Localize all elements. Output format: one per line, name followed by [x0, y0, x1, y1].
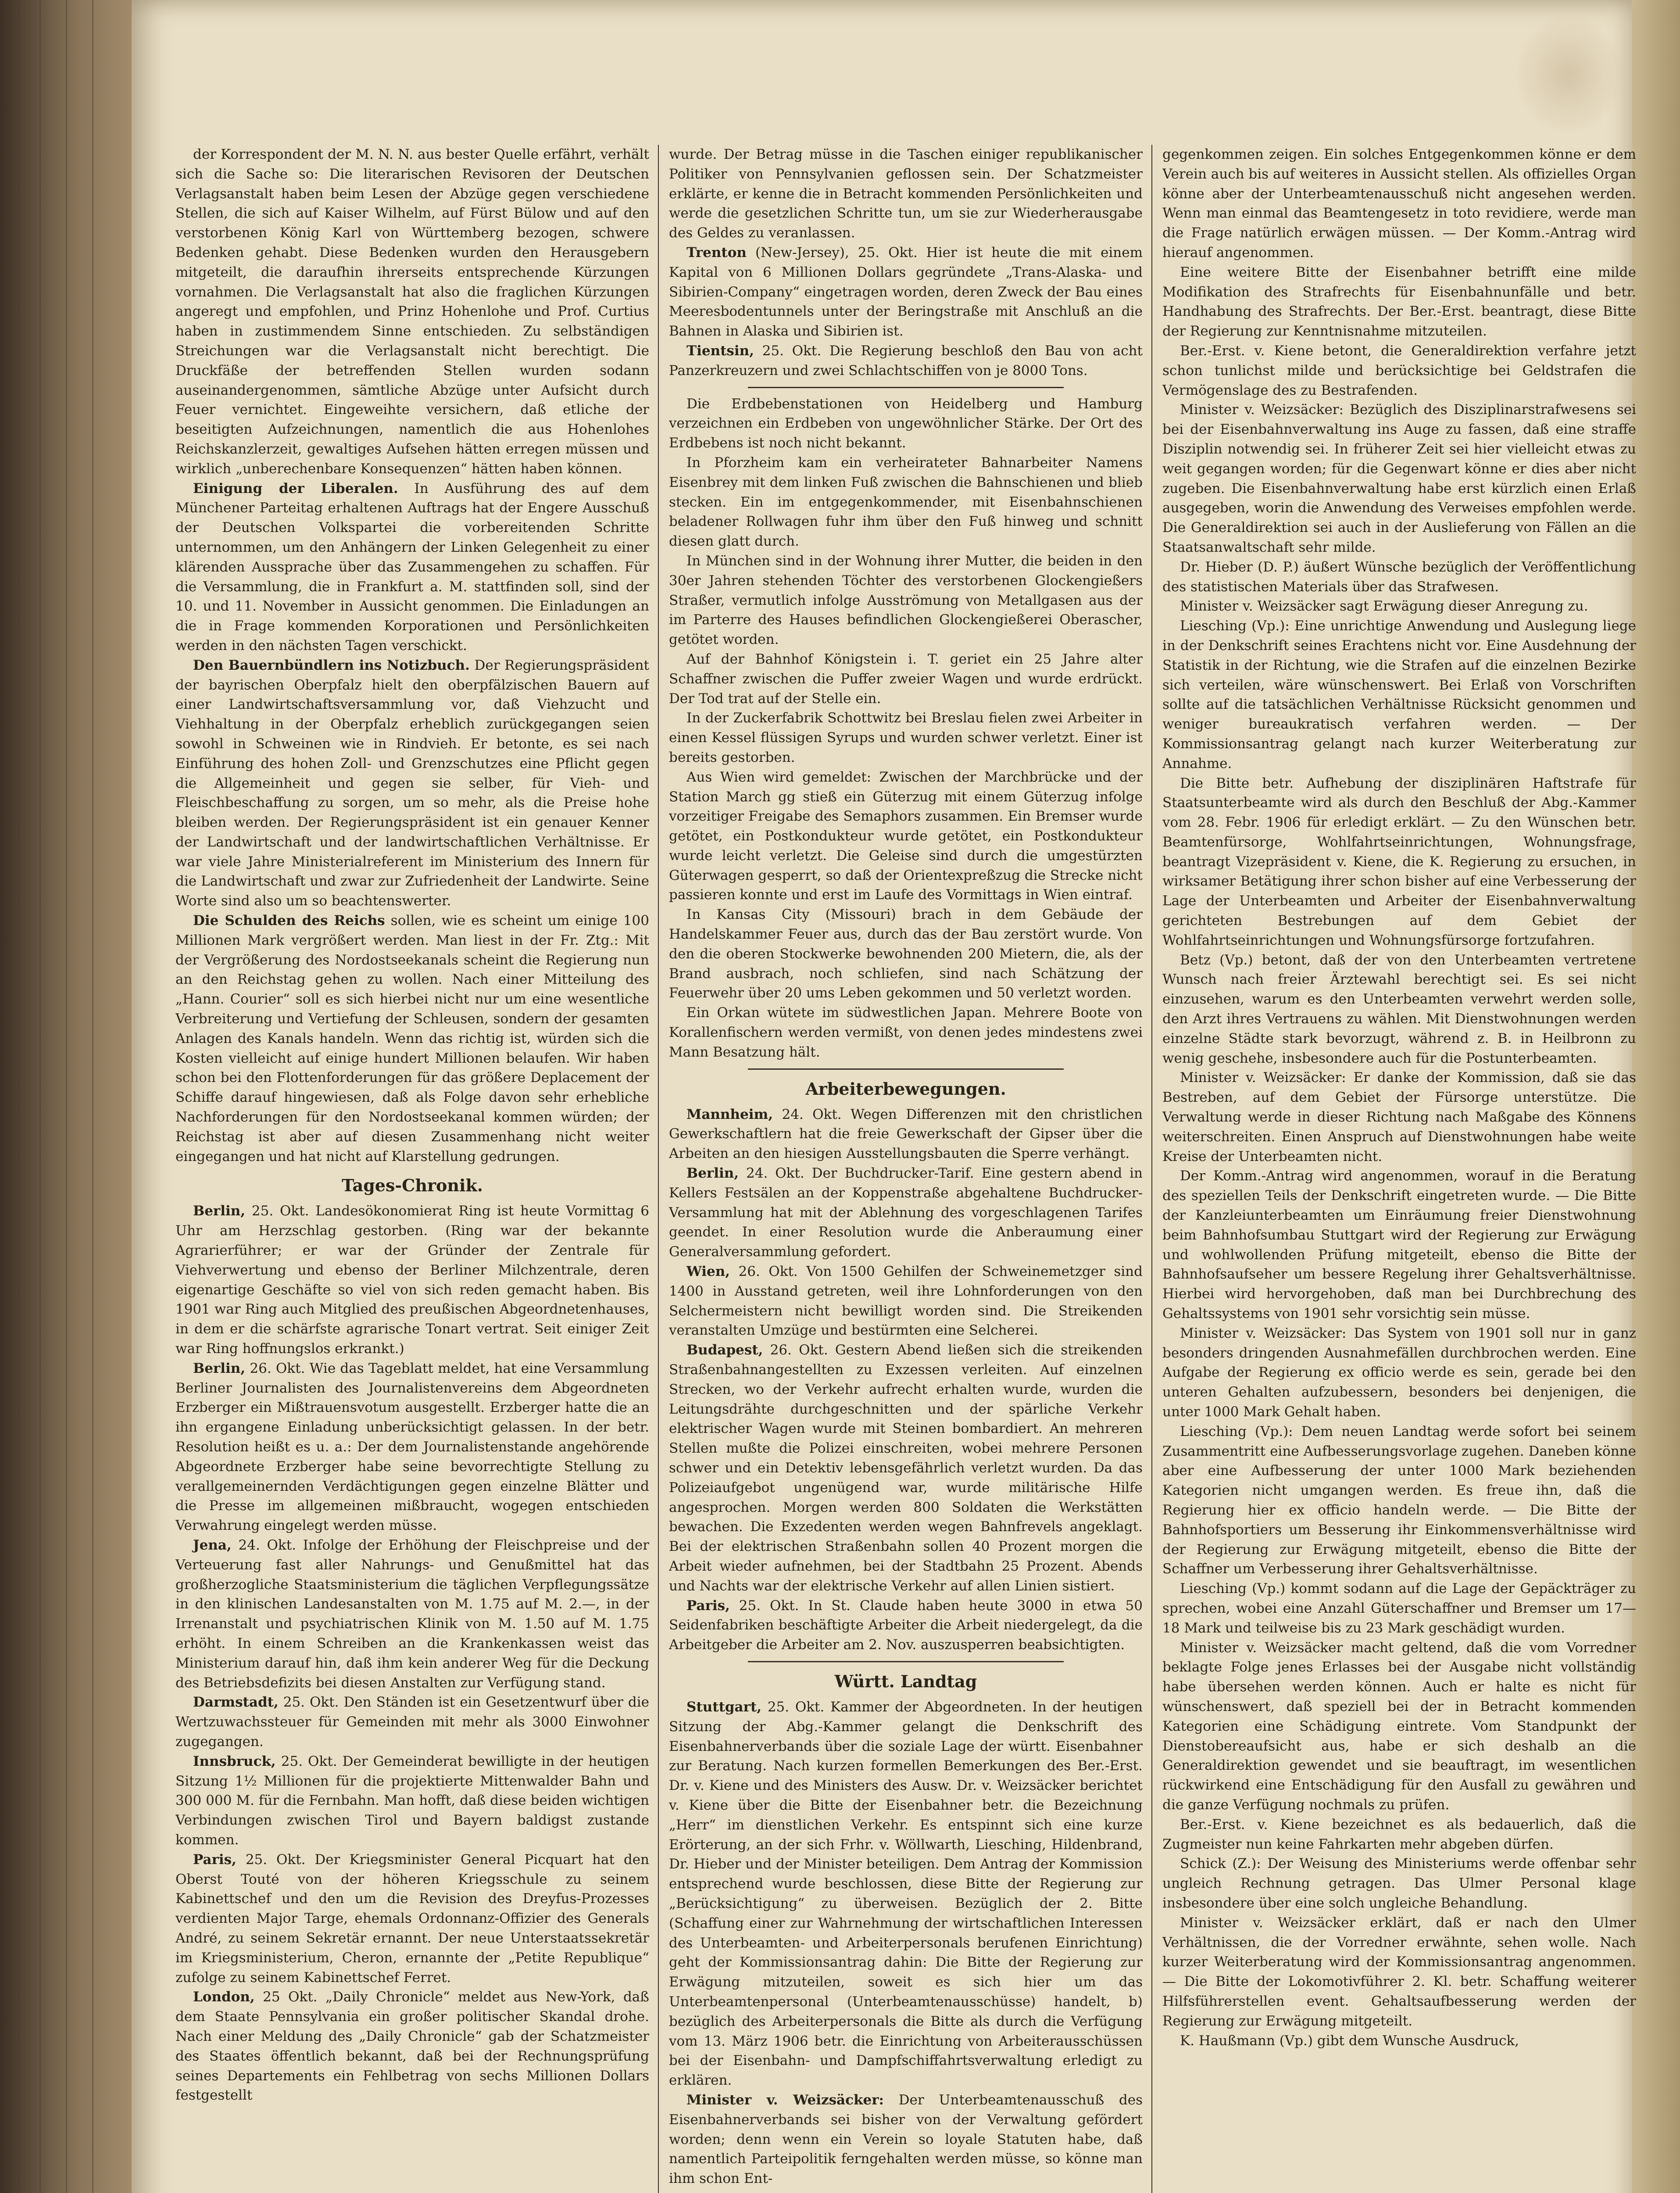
article-text: 24. Okt. Wegen Differenzen mit den christlichen Gewerkschaftlern hat die freie Gewerkschaft der Gipser über die Arbeiten an den hiesigen Ausstellungsbauten die Sperre verhängt.	[669, 1106, 1143, 1162]
article-text: Die Erdbebenstationen von Heidelberg und Hamburg verzeichnen ein Erdbeben von ungewöhnlicher Stärke. Der Ort des Erdbebens ist noch nicht bekannt.	[669, 396, 1143, 451]
article-paragraph	[175, 1693, 649, 1751]
article-text: Dr. Hieber (D. P.) äußert Wünsche bezüglich der Veröffentlichung des statistischen Materials über das Strafwesen.	[1162, 559, 1636, 595]
article-lead: Berlin,	[193, 1360, 246, 1376]
section-divider	[748, 1068, 1064, 1070]
article-lead: Berlin,	[686, 1165, 739, 1182]
article-text: 24. Okt. Infolge der Erhöhung der Fleischpreise und der Verteuerung fast aller Nahrungs- und Genußmittel hat das großherzogliche Staatsministerium die täglichen Verpflegungssätze in den klinischen Landesanstalten von M. 1.75 auf M. 2.—, in der Irrenanstalt und psychiatrischen Klinik von M. 1.50 auf M. 1.75 erhöht. In einem Schreiben an die Krankenkassen weist das Ministerium darauf hin, daß ihm kein anderer Weg für die Deckung des Betriebsdefizits bei diesen Anstalten zur Verfügung stand.	[175, 1537, 649, 1691]
article-text: 25 Okt. „Daily Chronicle“ meldet aus New-York, daß dem Staate Pennsylvania ein großer politischer Skandal drohe. Nach einer Meldung des „Daily Chronicle“ gab der Schatzmeister des Staates öffentlich bekannt, daß bei der Rechnungsprüfung seines Departements ein Fehlbetrag von sechs Millionen Dollars festgestellt	[175, 1989, 649, 2104]
article-text: K. Haußmann (Vp.) gibt dem Wunsche Ausdruck,	[1180, 2032, 1519, 2049]
article-text: gegenkommen zeigen. Ein solches Entgegenkommen könne er dem Verein auch bis auf weiteres in Aussicht stellen. Als offizielles Organ könne aber der Unterbeamtenausschuß nicht angesehen werden. Wenn man einmal das Beamtengesetz in toto revidiere, werde man die Frage natürlich erwägen müssen. — Der Komm.-Antrag wird hierauf angenommen.	[1162, 146, 1636, 261]
article-text: Schick (Z.): Der Weisung des Ministeriums werde offenbar sehr ungleich Rechnung getragen. Das Ulmer Personal klage insbesondere über eine solch ungleiche Behandlung.	[1162, 1856, 1636, 1911]
article-text: 26. Okt. Gestern Abend ließen sich die streikenden Straßenbahnangestellten zu Exzessen verleiten. Auf einzelnen Strecken, wo der Verkehr aufrecht erhalten wurde, wurden die Leitungsdrähte durchgeschnitten und der spärliche Verkehr elektrischer Wagen wurde mit Steinen bombardiert. An mehreren Stellen mußte die Polizei einschreiten, wobei mehrere Personen schwer und ein Detektiv lebensgefährlich verletzt wurden. Da das Polizeiaufgebot ungenügend war, wurde militärische Hilfe angesprochen. Morgen werden 800 Soldaten die Werkstätten bewachen. Die Exzedenten werden wegen Bahnfrevels angeklagt. Bei der elektrischen Straßenbahn sollen 40 Prozent morgen die Arbeit wieder aufnehmen, bei der Stadtbahn 25 Prozent. Abends und Nachts war der elektrische Verkehr auf allen Linien sistiert.	[669, 1342, 1143, 1594]
article-paragraph	[669, 1340, 1143, 1596]
book-binding	[0, 0, 132, 2193]
section-heading: Württ. Landtag	[834, 1671, 977, 1691]
article-text: Der Unterbeamtenausschuß des Eisenbahnerverbands sei bisher von der Verwaltung gefördert worden; denn wenn ein Verein so loyale Statuten habe, daß namentlich Parteipolitik ferngehalten werden müsse, so könne man ihm schon Ent-	[669, 2092, 1143, 2187]
article-paragraph	[1162, 341, 1636, 400]
article-text: Minister v. Weizsäcker: Das System von 1901 soll nur in ganz besonders dringenden Ausnahmefällen durchbrochen werden. Eine Aufgabe der Regierung ex officio werde es sein, gerade bei den unteren Gehalten aufzubessern, besonders bei denjenigen, die unter 1000 Mark Gehalt haben.	[1162, 1325, 1636, 1420]
article-text: 26. Okt. Wie das Tageblatt meldet, hat eine Versammlung Berliner Journalisten des Journalistenvereins dem Abgeordneten Erzberger ein Mißtrauensvotum ausgestellt. Erzberger hatte die an ihn ergangene Einladung unberücksichtigt gelassen. In der betr. Resolution heißt es u. a.: Der dem Journalistenstande angehörende Abgeordnete Erzberger habe seine bevorrechtigte Stellung zu verallgemeinernden Verdächtigungen gegen einzelne Blätter und die Presse im allgemeinen mißbraucht, wogegen entschieden Verwahrung eingelegt werden müsse.	[175, 1360, 649, 1534]
section-divider	[748, 387, 1064, 388]
article-lead: Paris,	[686, 1597, 730, 1614]
article-paragraph	[1162, 596, 1636, 616]
article-text: Betz (Vp.) betont, daß der von den Unterbeamten vertretene Wunsch nach freier Ärztewahl berechtigt sei. Es sei nicht einzusehen, warum es den Unterbeamten verwehrt werden solle, den Arzt ihres Vertrauens zu wählen. Mit Dienstwohnungen werden einzelne Städte stark bevorzugt, während z. B. in Heilbronn zu wenig geschehe, insbesondere auch für die Postunterbeamten.	[1162, 952, 1636, 1066]
article-text: (New-Jersey), 25. Okt. Hier ist heute die mit einem Kapital von 6 Millionen Dollars gegründete „Trans-Alaska- und Sibirien-Company“ eingetragen worden, deren Zweck der Bau eines Meeresbodentunnels unter der Beringstraße mit Anschluß an die Bahnen in Alaska und Sibirien ist.	[669, 244, 1143, 339]
article-paragraph	[1162, 1638, 1636, 1815]
column-left	[175, 145, 649, 2193]
article-paragraph	[175, 1201, 649, 1358]
article-text: Aus Wien wird gemeldet: Zwischen der Marchbrücke und der Station March gg stieß ein Güterzug mit einem Güterzug infolge vorzeitiger Freigabe des Semaphors zusammen. Ein Bremser wurde getötet, ein Postkondukteur wurde getötet, ein Postkondukteur wurde leicht verletzt. Die Geleise sind durch die umgestürzten Güterwagen gesperrt, so daß der Orientexpreßzug die Strecke nicht passieren konnte und erst im Laufe des Vormittags in Wien eintraf.	[669, 769, 1143, 903]
column-rule	[658, 145, 659, 2193]
article-paragraph	[1162, 263, 1636, 341]
article-paragraph	[1162, 1166, 1636, 1323]
article-lead: Mannheim,	[686, 1106, 773, 1122]
article-paragraph	[175, 1536, 649, 1693]
article-paragraph	[1162, 1854, 1636, 1913]
article-text: 26. Okt. Von 1500 Gehilfen der Schweinemetzger sind 1400 in Ausstand getreten, weil ihre Lohnforderungen von den Selchermeistern nicht bewilligt worden sind. Die Streikenden veranstalten Umzüge und bestürmten eine Selcherei.	[669, 1264, 1143, 1339]
article-lead: Paris,	[193, 1851, 236, 1868]
article-paragraph	[669, 1697, 1143, 2090]
article-lead: Budapest,	[686, 1342, 763, 1358]
article-text: Der Regierungspräsident der bayrischen Oberpfalz hielt den oberpfälzischen Bauern auf einer Landwirtschaftsversammlung vor, daß Viehzucht und Viehhaltung in der Oberpfalz erheblich zurückgegangen seien sowohl in Schweinen wie in Rindvieh. Er betonte, es sei nach Einführung des hohen Zoll- und Grenzschutzes eine Pflicht gegen die Allgemeinheit und gegen sie selber, für Vieh- und Fleischbeschaffung zu sorgen, um so mehr, als die Preise hohe bleiben werden. Der Regierungspräsident ist ein genauer Kenner der Landwirtschaft und der landwirtschaftlichen Verhältnisse. Er war viele Jahre Ministerialreferent im Ministerium des Innern für die Landwirtschaft und zwar zur Zufriedenheit der Landwirte. Seine Worte sind also um so beachtenswerter.	[175, 657, 649, 909]
article-text: 24. Okt. Der Buchdrucker-Tarif. Eine gestern abend in Kellers Festsälen an der Koppenstraße abgehaltene Buchdrucker-Versammlung hat mit der Ablehnung des vorgeschlagenen Tarifes geendet. In einer Resolution wurde die Anberaumung einer Generalversammlung gefordert.	[669, 1165, 1143, 1260]
article-paragraph	[1162, 1913, 1636, 2031]
article-text: Liesching (Vp.): Eine unrichtige Anwendung und Auslegung liege in der Denkschrift seines Erachtens nicht vor. Eine Ausdehnung der Statistik in der Richtung, wie die Strafen auf die einzelnen Bezirke sich verteilen, wäre wünschenswert. Bei Erlaß von Vorschriften sollte auf die tatsächlichen Verhältnisse Rücksicht genommen und weniger bureaukratisch verfahren werden. — Der Kommissionsantrag gelangt nach kurzer Weiterberatung zur Annahme.	[1162, 618, 1636, 771]
article-text: 25. Okt. Der Kriegsminister General Picquart hat den Oberst Touté von der höheren Kriegsschule zu seinem Kabinettschef und den um die Revision des Dreyfus-Prozesses verdienten Major Targe, ehemals Ordonnanz-Offizier des Generals André, zu seinem Sekretär ernannt. Der neue Unterstaatssekretär im Kriegsministerium, Cheron, ernannte der „Petite Republique“ zufolge zu seinem Kabinettschef Ferret.	[175, 1851, 649, 1986]
article-paragraph	[669, 243, 1143, 341]
article-text: wurde. Der Betrag müsse in die Taschen einiger republikanischer Politiker von Pennsylvanien geflossen sein. Der Schatzmeister erklärte, er kenne die in Betracht kommenden Persönlichkeiten und werde die gesetzlichen Schritte tun, um sie zur Wiederherausgabe des Geldes zu veranlassen.	[669, 146, 1143, 241]
article-paragraph	[1162, 145, 1636, 263]
article-text: der Korrespondent der M. N. N. aus bester Quelle erfährt, verhält sich die Sache so: Die literarischen Revisoren der Deutschen Verlagsanstalt haben beim Lesen der Abzüge gegen verschiedene Stellen, die sich auf Kaiser Wilhelm, auf Fürst Bülow und auf den verstorbenen König Karl von Württemberg bezogen, schwere Bedenken gehabt. Diese Bedenken wurden den Herausgebern mitgeteilt, die daraufhin ihrerseits entsprechende Kürzungen vornahmen. Die Verlagsanstalt hat also die fraglichen Kürzungen angeregt und empfohlen, und Prinz Hohenlohe und Prof. Curtius haben in zustimmendem Sinne entschieden. Zu selbständigen Streichungen war die Verlagsanstalt nicht berechtigt. Die Druckfäße der betreffenden Stellen wurden sodann auseinandergenommen, sämtliche Abzüge unter Aufsicht durch Feuer vernichtet. Eingeweihte versichern, daß etliche der beseitigten Aufzeichnungen, namentlich die aus Hohenlohes Reichskanzlerzeit, gewaltiges Aufsehen hätten erregen müssen und wirklich „unberechenbare Konsequenzen“ hätten haben können.	[175, 146, 649, 477]
article-lead: Trenton	[686, 244, 747, 261]
article-text: In Kansas City (Missouri) brach in dem Gebäude der Handelskammer Feuer aus, durch das der Bau zerstört wurde. Von den die oberen Stockwerke bewohnenden 200 Mietern, die, als der Brand ausbrach, noch schliefen, sind nach Schätzung der Feuerwehr über 20 ums Leben gekommen und 50 verletzt worden.	[669, 907, 1143, 1001]
article-text: Auf der Bahnhof Königstein i. T. geriet ein 25 Jahre alter Schaffner zwischen die Puffer zweier Wagen und wurde erdrückt. Der Tod trat auf der Stelle ein.	[669, 651, 1143, 707]
article-paragraph	[669, 650, 1143, 708]
column-rule	[1151, 145, 1152, 2193]
article-text: 25. Okt. Die Regierung beschloß den Bau von acht Panzerkreuzern und zwei Schlachtschiffen von je 8000 Tons.	[669, 343, 1143, 379]
article-text: Minister v. Weizsäcker macht geltend, daß die vom Vorredner beklagte Folge jenes Erlasses bei der Ausgabe nicht vollständig habe übersehen werden können. Auch er halte es nicht für wünschenswert, daß speziell bei der in Betracht kommenden Kategorien eine Schädigung eintrete. Vom Standpunkt der Dienstobereaufsicht aus, habe er sich deshalb an die Generaldirektion gewendet und sie beauftragt, im wesentlichen rückwirkend eine Entschädigung für den Ausfall zu gewähren und die ganze Verfügung nochmals zu prüfen.	[1162, 1639, 1636, 1813]
section-divider	[748, 1661, 1064, 1662]
article-paragraph	[175, 1752, 649, 1850]
article-text: 25. Okt. Den Ständen ist ein Gesetzentwurf über die Wertzuwachssteuer für Gemeinden mit mehr als 3000 Einwohner zugegangen.	[175, 1694, 649, 1750]
article-lead: Darmstadt,	[193, 1694, 279, 1711]
article-paragraph	[1162, 557, 1636, 597]
article-text: 25. Okt. Der Gemeinderat bewilligte in der heutigen Sitzung 1½ Millionen für die projektierte Mittenwalder Bahn und 300 000 M. für die Fernbahn. Man hofft, daß diese beiden wichtigen Verbindungen zwischen Tirol und Bayern baldigst zustande kommen.	[175, 1753, 649, 1848]
article-text: Der Komm.-Antrag wird angenommen, worauf in die Beratung des speziellen Teils der Denkschrift eingetreten wurde. — Die Bitte der Kanzleiunterbeamten um Einräumung freier Dienstwohnung beim Bahnhofsumbau Stuttgart wird der Regierung zur Erwägung und wohlwollenden Prüfung mitgeteilt, ebenso die Bitte der Bahnhofsaufseher um bessere Regelung ihrer Gehaltsverhältnisse. Hierbei wird hervorgehoben, daß man bei Durchbrechung des Gehaltssystems von 1901 sehr vorsichtig sein müsse.	[1162, 1168, 1636, 1322]
article-paragraph	[669, 2090, 1143, 2189]
article-paragraph	[669, 145, 1143, 243]
article-text: Liesching (Vp.): Dem neuen Landtag werde sofort bei seinem Zusammentritt eine Aufbesserungsvorlage zugehen. Daneben könne aber eine Aufbesserung der unter 1000 Mark beziehenden Kategorien nicht umgangen werden. Es freue ihn, daß die Regierung hier ex officio handeln werde. — Die Bitte der Bahnhofsportiers um Besserung ihr Einkommensverhältnisse wird der Regierung zur Erwägung mitgeteilt, ebenso die Bitte der Schaffner um Verbesserung ihrer Gehaltsverhältnisse.	[1162, 1423, 1636, 1577]
section-heading: Tages-Chronik.	[341, 1175, 483, 1196]
article-paragraph	[1162, 774, 1636, 950]
article-paragraph	[1162, 1068, 1636, 1166]
article-paragraph	[1162, 950, 1636, 1068]
article-text: In München sind in der Wohnung ihrer Mutter, die beiden in den 30er Jahren stehenden Töchter des verstorbenen Glockengießers Straßer, vermutlich infolge Ausströmung von Metallgasen aus der im Parterre des Hauses befindlichen Glockengießerei Oberascher, getötet worden.	[669, 553, 1143, 648]
article-text: Minister v. Weizsäcker sagt Erwägung dieser Anregung zu.	[1180, 598, 1588, 614]
article-lead: Minister v. Weizsäcker:	[686, 2092, 884, 2108]
article-paragraph	[669, 1596, 1143, 1655]
article-lead: Stuttgart,	[686, 1699, 762, 1715]
article-paragraph	[669, 1164, 1143, 1262]
article-paragraph	[669, 394, 1143, 453]
article-paragraph	[175, 1850, 649, 1988]
article-paragraph	[669, 1105, 1143, 1164]
article-paragraph	[175, 479, 649, 656]
article-text: 25. Okt. In St. Claude haben heute 3000 in etwa 50 Seidenfabriken beschäftigte Arbeiter die Arbeit niedergelegt, da die Arbeitgeber die Arbeiter am 2. Nov. auszusperren beabsichtigten.	[669, 1597, 1143, 1653]
article-paragraph	[669, 453, 1143, 551]
article-text: Die Bitte betr. Aufhebung der disziplinären Haftstrafe für Staatsunterbeamte wird als durch den Beschluß der Abg.-Kammer vom 28. Febr. 1906 für erledigt erklärt. — Zu den Wünschen betr. Beamtenfürsorge, Wohlfahrtseinrichtungen, Wohnungsfrage, beantragt Vizepräsident v. Kiene, die K. Regierung zu ersuchen, in wirksamer Betätigung ihrer schon bisher auf eine Verbesserung der Lage der Unterbeamten und Arbeiter der Eisenbahnverwaltung gerichteten Bestrebungen auf dem Gebiet der Wohlfahrtseinrichtungen und Wohnungsfürsorge fortzufahren.	[1162, 775, 1636, 948]
section-heading: Arbeiterbewegungen.	[805, 1079, 1006, 1099]
article-paragraph	[669, 708, 1143, 767]
article-paragraph	[669, 341, 1143, 381]
article-paragraph	[1162, 1815, 1636, 1854]
article-paragraph	[669, 905, 1143, 1003]
article-paragraph	[1162, 616, 1636, 773]
article-lead: Jena,	[193, 1537, 232, 1553]
article-lead: Tientsin,	[686, 343, 754, 359]
article-text: In der Zuckerfabrik Schottwitz bei Breslau fielen zwei Arbeiter in einen Kessel flüssigen Syrups und wurden schwer verletzt. Einer ist bereits gestorben.	[669, 710, 1143, 765]
article-lead: Einigung der Liberalen.	[193, 480, 398, 496]
article-text: 25. Okt. Kammer der Abgeordneten. In der heutigen Sitzung der Abg.-Kammer gelangt die Denkschrift des Eisenbahnerverbands über die soziale Lage der württ. Eisenbahner zur Beratung. Nach kurzen formellen Bemerkungen des Ber.-Erst. Dr. v. Kiene und des Ministers des Ausw. Dr. v. Weizsäcker berichtet v. Kiene über die Bitte der Eisenbahner betr. die Bezeichnung „Herr“ im dienstlichen Verkehr. Es entspinnt sich eine kurze Erörterung, an der sich Frhr. v. Wöllwarth, Liesching, Hildenbrand, Dr. Hieber und der Minister beteiligen. Dem Antrag der Kommission entsprechend wurde beschlossen, diese Bitte der Regierung zur „Berücksichtigung“ zu überweisen. Bezüglich der 2. Bitte (Schaffung einer zur Wahrnehmung der wirtschaftlichen Interessen des Unterbeamten- und Arbeiterpersonals berufenen Einrichtung) geht der Kommissionsantrag dahin: Die Bitte der Regierung zur Erwägung mitzuteilen, soweit es sich hier um das Unterbeamtenpersonal (Unterbeamtenausschüsse) handelt, b) bezüglich des Arbeiterpersonals die Bitte als durch die Verfügung vom 13. März 1906 betr. die Einrichtung von Arbeiterausschüssen bei der Eisenbahn- und Dampfschiffahrtsverwaltung erledigt zu erklären.	[669, 1699, 1143, 2089]
article-lead: Den Bauernbündlern ins Notizbuch.	[193, 657, 470, 673]
page-edge	[1632, 0, 1680, 2193]
article-paragraph	[175, 656, 649, 911]
article-paragraph	[669, 1003, 1143, 1062]
article-text: In Ausführung des auf dem Münchener Parteitag erhaltenen Auftrags hat der Engere Ausschuß der Deutschen Volkspartei die vorbereitenden Schritte unternommen, um den Anhängern der Linken Gelegenheit zu einer klärenden Aussprache über das Zusammengehen zu schaffen. Für die Versammlung, die in Frankfurt a. M. stattfinden soll, sind der 10. und 11. November in Aussicht genommen. Die Einladungen an die in Frage kommenden Korporationen und Persönlichkeiten werden in den nächsten Tagen verschickt.	[175, 480, 649, 654]
article-paragraph	[175, 1987, 649, 2105]
article-text: Eine weitere Bitte der Eisenbahner betrifft eine milde Modifikation des Strafrechts für Eisenbahnunfälle und betr. Handhabung des Strafrechts. Der Ber.-Erst. beantragt, diese Bitte der Regierung zur Kenntnisnahme mitzuteilen.	[1162, 264, 1636, 339]
article-lead: Berlin,	[193, 1203, 246, 1219]
article-lead: London,	[193, 1989, 255, 2005]
article-text: Ber.-Erst. v. Kiene betont, die Generaldirektion verfahre jetzt schon tunlichst milde und berücksichtige bei Geldstrafen die Vermögenslage des zu Bestrafenden.	[1162, 343, 1636, 398]
article-text: Ber.-Erst. v. Kiene bezeichnet es als bedauerlich, daß die Zugmeister nun keine Fahrkarten mehr abgeben dürfen.	[1162, 1816, 1636, 1852]
article-text: 25. Okt. Landesökonomierat Ring ist heute Vormittag 6 Uhr am Herzschlag gestorben. (Ring war der bekannte Agrarierführer; er war der Gründer der Zentrale für Viehverwertung und ebenso der Berliner Milchzentrale, deren eigenartige Geschäfte so viel von sich reden gemacht haben. Bis 1901 war Ring auch Mitglied des preußischen Abgeordnetenhauses, in dem er die schärfste agrarische Tonart vertrat. Seit einiger Zeit war Ring hoffnungslos erkrankt.)	[175, 1203, 649, 1357]
article-paragraph	[669, 551, 1143, 650]
article-text: Ein Orkan wütete im südwestlichen Japan. Mehrere Boote von Korallenfischern werden vermißt, von denen jedes mindestens zwei Mann Besatzung hält.	[669, 1005, 1143, 1060]
article-paragraph	[175, 145, 649, 479]
article-paragraph	[1162, 400, 1636, 557]
article-text: sollen, wie es scheint um einige 100 Millionen Mark vergrößert werden. Man liest in der Fr. Ztg.: Mit der Vergrößerung des Nordostseekanals scheint die Regierung nun an den Reichstag gehen zu wollen. Nach einer Mitteilung des „Hann. Courier“ soll es sich hierbei nicht nur um eine wesentliche Verbreiterung und Vertiefung der Schleusen, sondern der gesamten Anlagen des Kanals handeln. Wenn das richtig ist, würden sich die Kosten vielleicht auf einige hundert Millionen belaufen. Wir haben schon bei den Flottenforderungen für das größere Deplacement der Schiffe darauf hingewiesen, daß als Folge davon sehr erhebliche Nachforderungen für den Nordostseekanal kommen würden; der Reichstag ist aber auf diesen Zusammenhang nicht weiter eingegangen und hat nicht auf Klarstellung gedrungen.	[175, 913, 649, 1164]
article-lead: Die Schulden des Reichs	[193, 913, 385, 929]
article-text: Minister v. Weizsäcker: Er danke der Kommission, daß sie das Bestreben, auf dem Gebiet der Fürsorge unterstütze. Die Verwaltung werde in dieser Richtung nach Maßgabe des Könnens weiterschreiten. Einen Anspruch auf Dienstwohnungen habe weite Kreise der Unterbeamten nicht.	[1162, 1070, 1636, 1164]
article-paragraph	[669, 768, 1143, 905]
paper-stain	[1513, 13, 1623, 136]
article-lead: Wien,	[686, 1264, 730, 1280]
article-paragraph	[669, 1262, 1143, 1340]
article-paragraph	[1162, 1579, 1636, 1638]
article-lead: Innsbruck,	[193, 1753, 276, 1769]
article-paragraph	[1162, 1324, 1636, 1422]
column-right	[1162, 145, 1636, 2193]
article-paragraph	[1162, 2031, 1636, 2051]
article-paragraph	[1162, 1422, 1636, 1579]
article-paragraph	[175, 1359, 649, 1536]
article-text: Liesching (Vp.) kommt sodann auf die Lage der Gepäckträger zu sprechen, wobei eine Anzahl Güterschaffner und Bremser um 17—18 Mark und teilweise bis zu 23 Mark geschädigt wurden.	[1162, 1581, 1636, 1636]
article-paragraph	[175, 911, 649, 1166]
article-text: Minister v. Weizsäcker: Bezüglich des Disziplinarstrafwesens sei bei der Eisenbahnverwaltung ins Auge zu fassen, daß eine straffe Disziplin notwendig sei. In früherer Zeit sei hier vielleicht etwas zu weit gegangen worden; für die Gegenwart könne er dies aber nicht zugeben. Die Eisenbahnverwaltung habe erst kürzlich einen Erlaß ausgegeben, worin die Anwendung des Verweises empfohlen werde. Die Generaldirektion sei auch in der Auslieferung von Fällen an die Staatsanwaltschaft sehr milde.	[1162, 402, 1636, 555]
article-text: Minister v. Weizsäcker erklärt, daß er nach den Ulmer Verhältnissen, die der Vorredner erwähnte, sehen wolle. Nach kurzer Weiterberatung wird der Kommissionsantrag angenommen. — Die Bitte der Lokomotivführer 2. Kl. betr. Schaffung weiterer Hilfsführerstellen event. Gehaltsaufbesserung werden der Regierung zur Erwägung mitgeteilt.	[1162, 1914, 1636, 2029]
column-middle	[669, 145, 1143, 2193]
article-text: In Pforzheim kam ein verheirateter Bahnarbeiter Namens Eisenbrey mit dem linken Fuß zwischen die Bahnschienen und blieb stecken. Ein im entgegenkommender, mit Eisenbahnschienen beladener Rollwagen fuhr ihm über den Fuß hinweg und schnitt diesen glatt durch.	[669, 454, 1143, 550]
